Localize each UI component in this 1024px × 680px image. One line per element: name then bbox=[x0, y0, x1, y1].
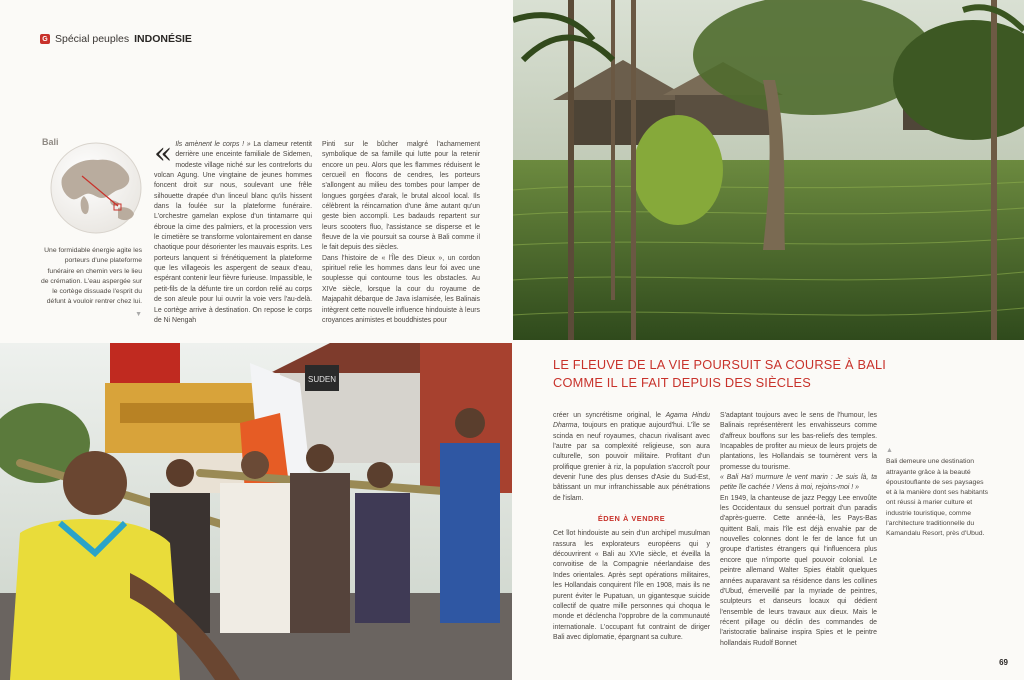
body-text-4: En 1949, la chanteuse de jazz Peggy Lee envoûte les Occidentaux du sensuel portrait d'un paradis d'après-guerre. Cette année-là, les Pays-Bas quittent Bali, mais l'île est déjà envahie par de nouvelles colonnes dont le fer de lance fut un groupe d'artistes étrangers qui l'influencera plus encore que n'importe quel pouvoir colonial. Le peintre allemand Walter Spies établit quelques années auparavant sa résidence dans les collines d'Ubud, émerveillé par la myriade de peintres, sculpteurs et danseurs locaux qui dédient l'ensemble de leurs travaux aux dieux. Mais le récent pillage ou déclin des commandes de l'aristocratie balinaise inspira Spies et le peintre hollandais Rudolf Bonnet bbox=[720, 494, 877, 647]
rice-terrace-photo bbox=[513, 0, 1024, 340]
body-text-3: S'adaptant toujours avec le sens de l'humour, les Balinais représentèrent les envahisseurs comme d'affreux bouffons sur les bas-reliefs des temples. Incapables de profiter au mieux de leurs projets de plantations, les Hollandais se tournèrent vers la promesse du tourisme. bbox=[720, 412, 877, 471]
photo-caption bbox=[886, 446, 991, 540]
intro-column-1 bbox=[154, 140, 312, 330]
sidebar-caption-text: Une formidable énergie agite les porteurs d'une plateforme funéraire en chemin vers le lieu de crémation. L'eau aspergée sur le cortège dissuade l'esprit du défunt à vouloir rentrer chez lui. bbox=[40, 247, 142, 306]
headline-line-1: LE FLEUVE DE LA VIE POURSUIT SA COURSE À BALI bbox=[553, 357, 887, 372]
page-number: 69 bbox=[999, 658, 1008, 667]
section-header bbox=[40, 33, 192, 45]
globe-map-icon bbox=[48, 140, 144, 236]
magazine-logo-icon: G bbox=[40, 34, 50, 44]
funeral-procession-photo bbox=[0, 343, 512, 680]
sidebar-caption bbox=[40, 246, 142, 320]
body-column-1 bbox=[553, 411, 710, 651]
subheading: ÉDEN À VENDRE bbox=[597, 514, 666, 524]
shop-sign: SUDEN bbox=[307, 375, 337, 384]
intro-lead: Ils amènent le corps ! » bbox=[175, 141, 251, 148]
headline-line-2: COMME IL LE FAIT DEPUIS DES SIÈCLES bbox=[553, 375, 812, 390]
intro-text-2b: Dans l'histoire de « l'Île des Dieux », un cordon spirituel relie les hommes dans leur foi avec une souplesse qui contourne tous les obstacles. Au XIVe siècle, lorsque la cour du royaume de Majapahit débarque de Java islamisée, les Balinais intègrent cette nouvelle influence hindouiste à leurs croyances animistes et bouddhistes pour bbox=[322, 254, 480, 324]
country-label: INDONÉSIE bbox=[134, 33, 192, 45]
triangle-up-icon: ▲ bbox=[886, 447, 893, 454]
intro-column-2 bbox=[322, 140, 480, 330]
body-text-2: Cet îlot hindouiste au sein d'un archipel musulman rassura les explorateurs européens qui y découvrirent « Bali au XVIe siècle, et éveilla la convoitise de la Compagnie néerlandaise des Indes orientales. Après sept opérations militaires, les Hollandais conquirent l'île en 1908, mais ils ne purent éviter le Pupatuan, un gigantesque suicide collectif de quatre mille personnes qui choqua le monde et déclencha l'opprobre de la communauté internationale. L'occupant fut contraint de diriger Bali avec diplomatie, épargnant sa culture. bbox=[553, 530, 710, 641]
section-label: Spécial peuples bbox=[55, 33, 130, 45]
body-text-1b: , toujours en pratique aujourd'hui. L'île se scinda en neuf royaumes, chacun rivalisant avec l'autre par sa complexité religieuse, son aura culturelle, son pouvoir militaire. Profitant d'un prolifique grenier à riz, la population s'accroît pour devenir l'une des plus denses d'Asie du Sud-Est, bâtissant un mur infranchissable aux pénétrations de l'islam. bbox=[553, 422, 710, 502]
intro-text-1: La clameur retentit derrière une enceinte familiale de Sidemen, modeste village niché sur les contreforts du volcan Agung. Une vingtaine de jeunes hommes foncent droit sur nous, soulevant une frêle silhouette drapée d'un linceul blanc qu'ils hissent dans la foulée sur la plateforme funéraire. L'orchestre gamelan explose d'un tintamarre qui ébroue la cime des palmiers, et la procession vers le cimetière se transforme volontairement en danse chaotique pour désorienter les mauvais esprits. Les porteurs lanquent si frénétiquement la plateforme que les villageois les aspergent de seaux d'eau, espérant contenir leur fièvre furieuse. Impassible, le petit-fils de la défunte tire un cordon relié au corps de son aïeule pour lui ouvrir la voie vers l'au-delà. Le cortège arrive à destination. On repose le corps de Ni Nengah bbox=[154, 141, 312, 324]
triangle-icon: ▼ bbox=[135, 310, 142, 318]
drop-quote: « bbox=[154, 140, 173, 171]
intro-text-2a: Pinti sur le bûcher malgré l'acharnement symbolique de sa famille qui lutte pour la retenir encore un peu. Alors que les flammes réduisent le cercueil en flocons de cendres, les porteurs s'allongent au milieu des tombes pour lamper de longues gorgées d'arak, le brutal alcool local. Ils célèbrent la réincarnation d'une âme autant qu'un geste bien accompli. Les badauds repartent sur leurs scooters fluo, l'assistance se disperse et le fleuve de la vie poursuit sa course à Bali comme il le fait depuis des siècles. bbox=[322, 141, 480, 252]
song-quote: « Bali Ha'i murmure le vent marin : Je suis là, ta petite île cachée ! Viens à moi, rejoins-moi ! » bbox=[720, 474, 877, 492]
body-term: Agama Hindu Dharma bbox=[553, 412, 710, 430]
map-label: Bali bbox=[42, 137, 59, 147]
photo-caption-text: Bali demeure une destination attrayante grâce à la beauté époustouflante de ses paysages et à la manière dont ses habitants ont réussi à marier culture et industrie touristique, comme l'architecture traditionnelle du Kamandalu Resort, près d'Ubud. bbox=[886, 458, 989, 538]
article-headline bbox=[553, 356, 933, 392]
body-text-1a: créer un syncrétisme original, le bbox=[553, 412, 666, 419]
body-column-2 bbox=[720, 411, 877, 651]
